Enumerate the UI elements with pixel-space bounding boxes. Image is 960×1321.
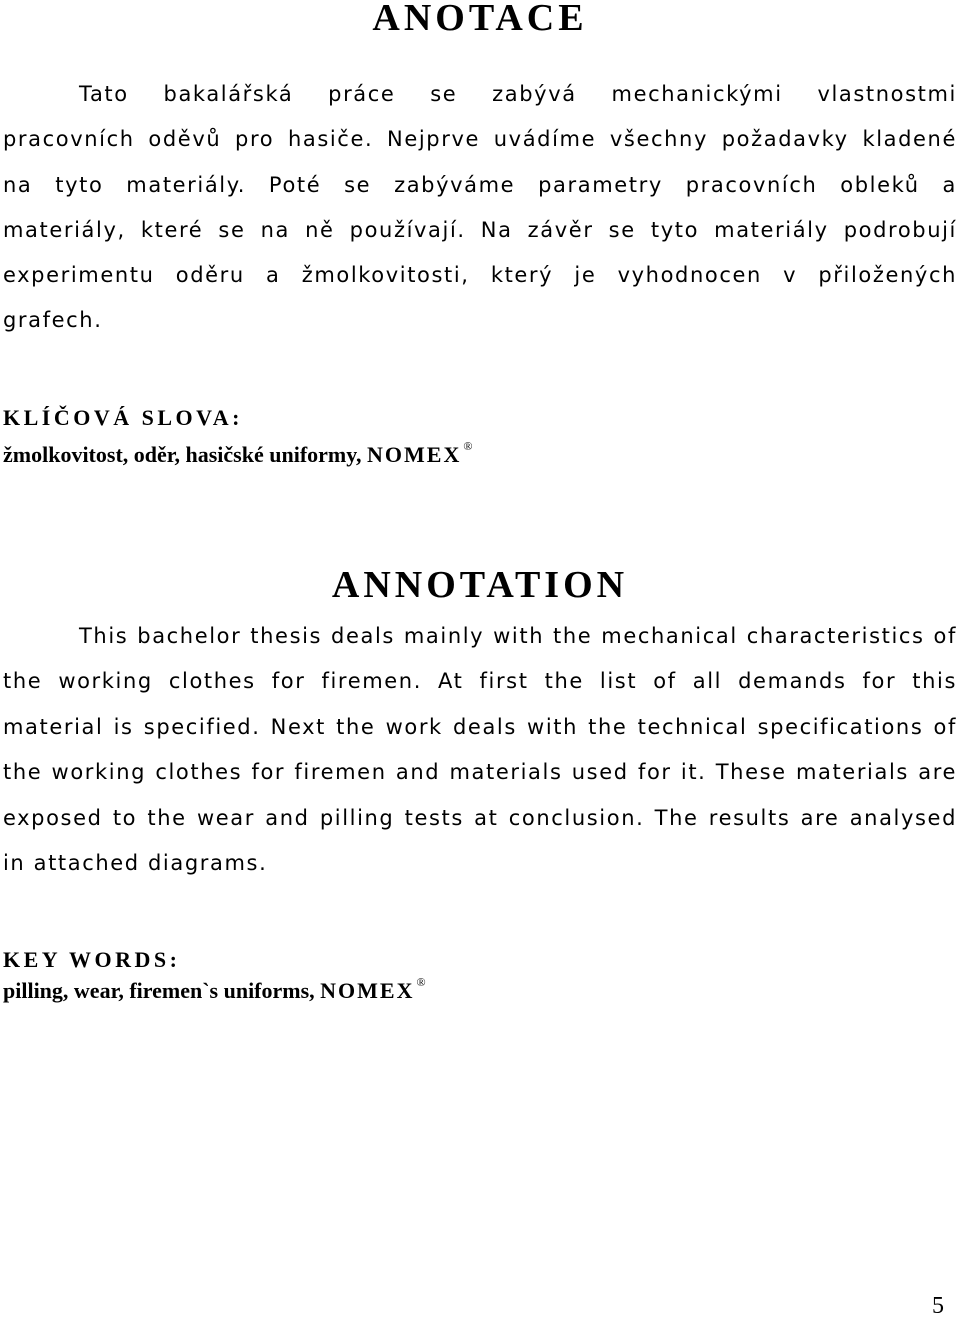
registered-mark-icon: ® xyxy=(416,975,426,989)
page-number: 5 xyxy=(932,1293,944,1319)
keywords-english-brand: NOMEX xyxy=(320,978,415,1003)
heading-annotation: ANNOTATION xyxy=(331,564,629,606)
heading-anotace: ANOTACE xyxy=(372,0,588,39)
abstract-czech: Tato bakalářská práce se zabývá mechanickými vlastnostmi pracovních oděvů pro hasiče. Nejprve uvádíme všechny požadavky kladené na tyto materiály. Poté se zabýváme parametry pracovních obleků a materiály, které se na ně používají. Na závěr se tyto materiály podrobují experimentu oděru a žmolkovitosti, který je vyhodnocen v přiložených grafech. xyxy=(3,82,957,333)
registered-mark-icon: ® xyxy=(463,439,473,453)
keywords-english-list: pilling, wear, firemen`s uniforms, xyxy=(3,978,315,1003)
keywords-title-czech: KLÍČOVÁ SLOVA: xyxy=(3,405,243,430)
keywords-czech-brand: NOMEX xyxy=(367,442,462,467)
keywords-title-english: KEY WORDS: xyxy=(3,947,181,972)
abstract-english: This bachelor thesis deals mainly with the mechanical characteristics of the working clothes for firemen. At first the list of all demands for this material is specified. Next the work deals with the technical specifications of the working clothes for firemen and materials used for it. These materials are exposed to the wear and pilling tests at conclusion. The results are analysed in attached diagrams. xyxy=(3,624,957,876)
keywords-czech-list: žmolkovitost, oděr, hasičské uniformy, xyxy=(3,442,362,467)
keywords-english xyxy=(3,977,426,1008)
keywords-czech xyxy=(3,441,472,472)
